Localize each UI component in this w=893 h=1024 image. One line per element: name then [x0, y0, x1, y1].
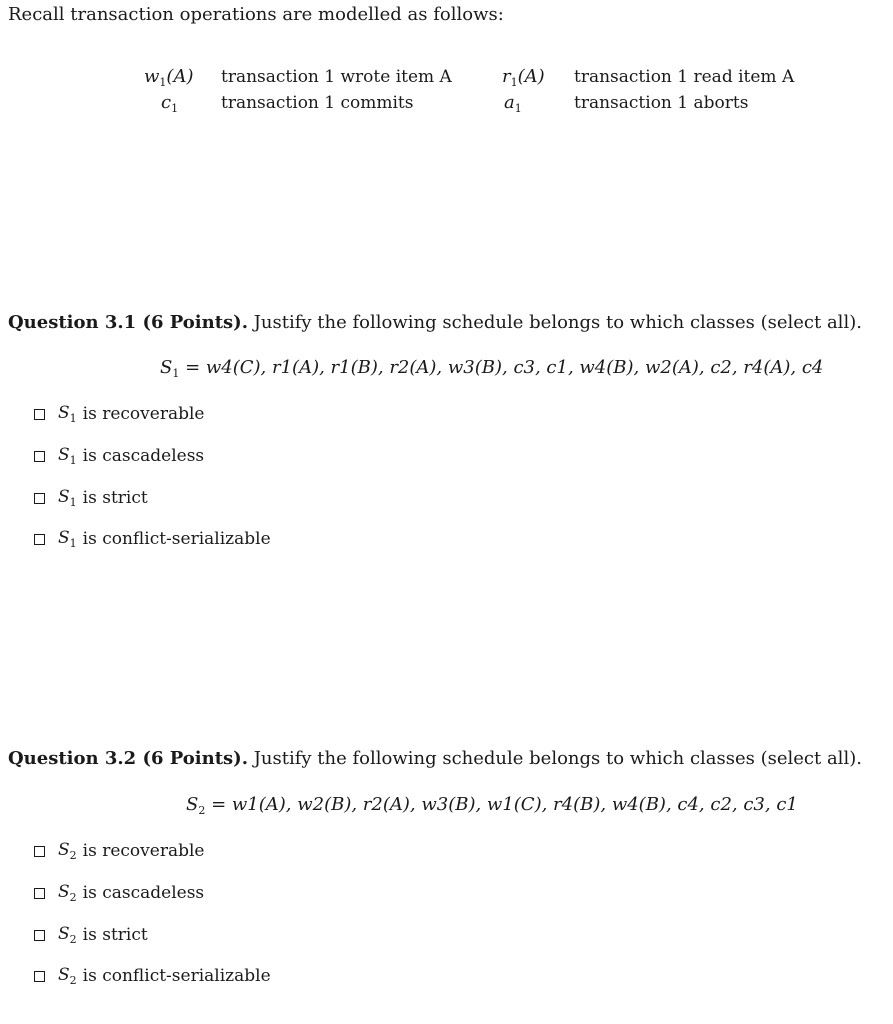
option-s1-symbol: $S_1$	[58, 403, 77, 425]
checkbox-s1-cascadeless[interactable]	[34, 451, 45, 462]
schedule-s1-operations: = w4(C), r1(A), r1(B), r2(A), w3(B), c3, c1, w4(B), w2(A), c2, r4(A), c4	[185, 357, 824, 378]
option-s2-symbol: $S_2$	[58, 924, 77, 946]
option-s1-strict-label: is strict	[82, 488, 148, 508]
option-s2-symbol: $S_2$	[58, 882, 77, 904]
legend-w1-description: transaction 1 wrote item A	[221, 67, 452, 87]
option-s1-cascadeless-label: is cascadeless	[82, 446, 205, 466]
question-3-1-title: Question 3.1 (6 Points).	[8, 312, 248, 333]
legend-a1-symbol: $a_1$	[504, 92, 522, 115]
checkbox-s1-strict[interactable]	[34, 493, 45, 504]
schedule-s2-operations: = w1(A), w2(B), r2(A), w3(B), w1(C), r4(B), w4(B), c4, c2, c3, c1	[211, 794, 798, 815]
option-s1-conflict-serializable[interactable]	[34, 528, 271, 550]
option-s1-recoverable[interactable]	[34, 403, 204, 425]
option-s1-symbol: $S_1$	[58, 445, 77, 467]
option-s2-conflict-serializable-label: is conflict-serializable	[82, 966, 271, 986]
intro-text: Recall transaction operations are modelled as follows:	[8, 4, 504, 25]
option-s2-conflict-serializable[interactable]	[34, 965, 271, 987]
legend-r1-description: transaction 1 read item A	[574, 67, 795, 87]
question-3-2-heading	[8, 748, 862, 769]
checkbox-s2-conflict-serializable[interactable]	[34, 971, 45, 982]
checkbox-s1-recoverable[interactable]	[34, 409, 45, 420]
legend-c1-symbol: $c_1$	[161, 92, 179, 115]
legend-w1-symbol: $w_1(A)$	[144, 66, 194, 89]
schedule-s1	[160, 357, 823, 380]
question-3-2-title: Question 3.2 (6 Points).	[8, 748, 248, 769]
option-s2-cascadeless[interactable]	[34, 882, 204, 904]
legend-r1-symbol: $r_1(A)$	[502, 66, 545, 89]
option-s2-strict-label: is strict	[82, 925, 148, 945]
legend-a1-description: transaction 1 aborts	[574, 93, 749, 113]
schedule-s2	[186, 794, 798, 817]
option-s1-symbol: $S_1$	[58, 487, 77, 509]
option-s2-recoverable[interactable]	[34, 840, 204, 862]
option-s1-strict[interactable]	[34, 487, 148, 509]
option-s1-conflict-serializable-label: is conflict-serializable	[82, 529, 271, 549]
checkbox-s1-conflict-serializable[interactable]	[34, 534, 45, 545]
question-3-2-prompt: Justify the following schedule belongs to which classes (select all).	[253, 748, 862, 769]
option-s1-cascadeless[interactable]	[34, 445, 204, 467]
option-s2-symbol: $S_2$	[58, 840, 77, 862]
option-s2-symbol: $S_2$	[58, 965, 77, 987]
option-s2-recoverable-label: is recoverable	[82, 841, 205, 861]
option-s2-cascadeless-label: is cascadeless	[82, 883, 205, 903]
schedule-s1-name: $S_1$	[160, 357, 180, 380]
checkbox-s2-strict[interactable]	[34, 930, 45, 941]
option-s1-symbol: $S_1$	[58, 528, 77, 550]
legend-c1-description: transaction 1 commits	[221, 93, 414, 113]
option-s2-strict[interactable]	[34, 924, 148, 946]
question-3-1-heading	[8, 312, 862, 333]
option-s1-recoverable-label: is recoverable	[82, 404, 205, 424]
question-3-1-prompt: Justify the following schedule belongs to which classes (select all).	[253, 312, 862, 333]
checkbox-s2-recoverable[interactable]	[34, 846, 45, 857]
schedule-s2-name: $S_2$	[186, 794, 206, 817]
checkbox-s2-cascadeless[interactable]	[34, 888, 45, 899]
